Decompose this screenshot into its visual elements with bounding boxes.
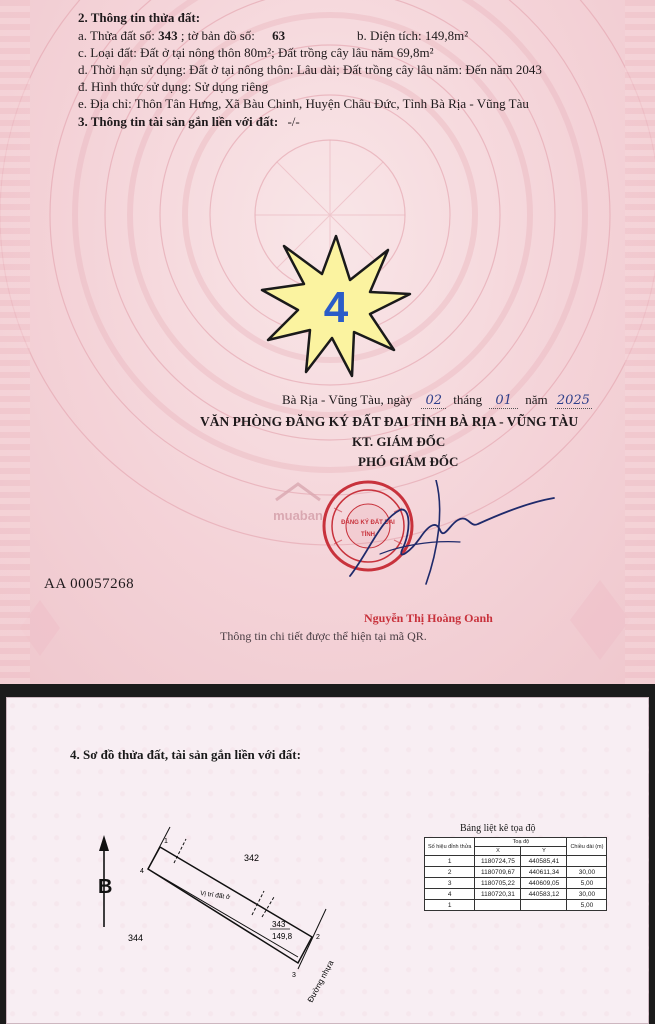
parcel-label: a. Thửa đất số: xyxy=(78,28,155,43)
map-sheet-label: ; tờ bản đồ số: xyxy=(180,28,255,43)
map-page xyxy=(6,697,649,1024)
deputy-director: PHÓ GIÁM ĐỐC xyxy=(358,454,459,469)
cell-y: 440611,34 xyxy=(521,867,567,878)
parcel-number: 343 xyxy=(158,28,178,43)
coord-table-title: Bảng liệt kê tọa độ xyxy=(460,823,536,834)
table-row xyxy=(425,878,607,889)
lot-location: Vị trí đất ở xyxy=(199,890,231,902)
map-sheet-number: 63 xyxy=(272,28,286,43)
parcel-line xyxy=(78,28,285,44)
cell-length: 30,00 xyxy=(567,889,607,900)
seal-province: TỈNH xyxy=(361,532,375,538)
vertex-1: 1 xyxy=(164,838,168,845)
cell-length: 30,00 xyxy=(567,867,607,878)
parcel-sketch xyxy=(86,817,346,1017)
cell-y xyxy=(521,900,567,911)
cell-point: 3 xyxy=(425,878,475,889)
vertex-3: 3 xyxy=(292,972,296,979)
col-point: Số hiệu đỉnh thửa xyxy=(425,838,475,856)
date-day: 02 xyxy=(421,393,446,409)
cell-y: 440583,12 xyxy=(521,889,567,900)
badge-number: 4 xyxy=(323,283,349,332)
north-label: B xyxy=(98,876,113,898)
cell-length xyxy=(567,856,607,867)
office-name: VĂN PHÒNG ĐĂNG KÝ ĐẤT ĐAI TỈNH BÀ RỊA - VŨNG TÀU xyxy=(200,414,579,429)
section-3-line xyxy=(78,114,300,130)
coord-table xyxy=(424,837,607,911)
table-row xyxy=(425,889,607,900)
lot-number: 343 xyxy=(272,920,286,929)
area-line xyxy=(357,28,468,44)
date-place: Bà Rịa - Vũng Tàu, ngày xyxy=(282,392,413,407)
right-border-pattern xyxy=(625,0,655,684)
cell-y: 440609,05 xyxy=(521,878,567,889)
address: e. Địa chỉ: Thôn Tân Hưng, Xã Bàu Chinh, Huyện Châu Đức, Tỉnh Bà Rịa - Vũng Tàu xyxy=(78,96,529,111)
col-x: X xyxy=(475,847,521,856)
cell-length: 5,00 xyxy=(567,878,607,889)
date-line xyxy=(282,392,592,409)
signature-icon xyxy=(340,480,560,590)
area-value: 149,8m² xyxy=(424,28,469,43)
cell-x: 1180724,75 xyxy=(475,856,521,867)
neighbor-north: 342 xyxy=(244,853,260,863)
cell-y: 440585,41 xyxy=(521,856,567,867)
cell-point: 4 xyxy=(425,889,475,900)
kt-director: KT. GIÁM ĐỐC xyxy=(352,434,446,449)
usage-form: đ. Hình thức sử dụng: Sử dụng riêng xyxy=(78,79,269,94)
road-label: Đường nhựa xyxy=(305,958,336,1004)
left-border-pattern xyxy=(0,0,30,684)
cell-x: 1180720,31 xyxy=(475,889,521,900)
cell-x: 1180709,67 xyxy=(475,867,521,878)
land-type: c. Loại đất: Đất ở tại nông thôn 80m²; Đất trồng cây lâu năm 69,8m² xyxy=(78,45,434,60)
qr-note: Thông tin chi tiết được thể hiện tại mã QR. xyxy=(220,629,427,643)
vertex-2: 2 xyxy=(316,934,320,941)
date-year: 2025 xyxy=(556,393,590,408)
section-3-title: 3. Thông tin tài sản gắn liền với đất: xyxy=(78,114,279,129)
table-row xyxy=(425,900,607,911)
vertex-4: 4 xyxy=(140,868,144,875)
seal-text: ĐĂNG KÝ ĐẤT ĐAI xyxy=(341,520,395,526)
usage-duration: d. Thời hạn sử dụng: Đất ở tại nông thôn: Lâu dài; Đất trồng cây lâu năm: Đến năm 2043 xyxy=(78,62,542,77)
cell-x: 1180705,22 xyxy=(475,878,521,889)
date-year-label: năm xyxy=(525,392,548,407)
table-row xyxy=(425,867,607,878)
cell-point: 1 xyxy=(425,856,475,867)
area-label: b. Diện tích: xyxy=(357,28,422,43)
cell-length: 5,00 xyxy=(567,900,607,911)
cell-point: 2 xyxy=(425,867,475,878)
serial-number: AA 00057268 xyxy=(44,576,135,592)
col-coord: Toạ độ xyxy=(475,838,567,847)
signer-name: Nguyễn Thị Hoàng Oanh xyxy=(364,611,493,625)
date-month-label: tháng xyxy=(453,392,483,407)
cell-x xyxy=(475,900,521,911)
star-badge-icon xyxy=(258,232,414,380)
section-2-title: 2. Thông tin thửa đất: xyxy=(78,10,201,25)
cell-point: 1 xyxy=(425,900,475,911)
watermark-text: muaban xyxy=(273,508,323,523)
lot-area: 149,8 xyxy=(272,932,293,941)
date-month: 01 xyxy=(489,393,518,409)
col-length: Chiều dài (m) xyxy=(567,838,607,856)
section-3-value: -/- xyxy=(287,114,300,129)
neighbor-south: 344 xyxy=(128,933,144,943)
section-4-title: 4. Sơ đồ thửa đất, tài sản gắn liền với đất: xyxy=(70,747,301,762)
col-y: Y xyxy=(521,847,567,856)
table-row xyxy=(425,856,607,867)
